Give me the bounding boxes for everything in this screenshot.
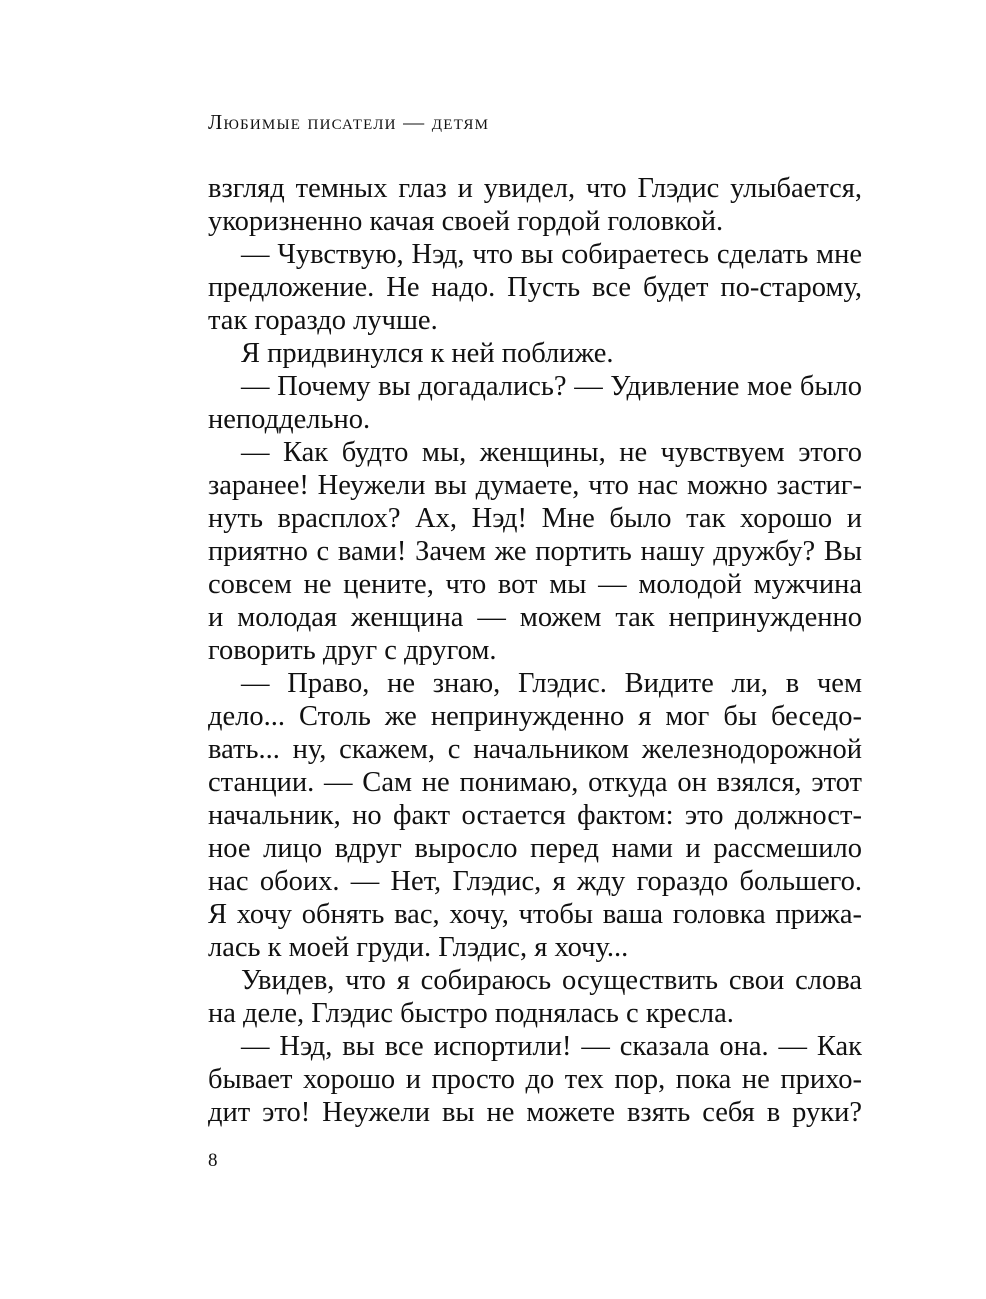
text-line: совсем не цените, что вот мы — молодой мужчина bbox=[208, 569, 862, 600]
text-line: бывает хорошо и просто до тех пор, пока не прихо- bbox=[208, 1064, 862, 1095]
text-line: говорить друг с другом. bbox=[208, 635, 497, 666]
text-line: нуть врасплох? Ах, Нэд! Мне было так хорошо и bbox=[208, 503, 862, 534]
text-line: и молодая женщина — можем так непринужденно bbox=[208, 602, 862, 633]
text-line: вать... ну, скажем, с начальником железнодорожной bbox=[208, 734, 862, 765]
text-line: так гораздо лучше. bbox=[208, 305, 438, 336]
text-line: взгляд темных глаз и увидел, что Глэдис улыбается, bbox=[208, 173, 862, 204]
text-line: укоризненно качая своей гордой головкой. bbox=[208, 206, 724, 237]
text-line: Я хочу обнять вас, хочу, чтобы ваша головка прижа- bbox=[208, 899, 862, 930]
text-line: Я придвинулся к ней поближе. bbox=[241, 338, 614, 369]
body-text bbox=[208, 172, 862, 1129]
text-line: — Как будто мы, женщины, не чувствуем этого bbox=[241, 437, 862, 468]
text-line: ное лицо вдруг выросло перед нами и рассмешило bbox=[208, 833, 862, 864]
text-line: лась к моей груди. Глэдис, я хочу... bbox=[208, 932, 629, 963]
text-line: начальник, но факт остается фактом: это должност- bbox=[208, 800, 862, 831]
text-line: предложение. Не надо. Пусть все будет по-старому, bbox=[208, 272, 862, 303]
running-header: Любимые писатели — детям bbox=[208, 110, 490, 134]
text-line: — Нэд, вы все испортили! — сказала она. — Как bbox=[241, 1031, 862, 1062]
text-line: приятно с вами! Зачем же портить нашу дружбу? Вы bbox=[208, 536, 862, 567]
text-line: нас обоих. — Нет, Глэдис, я жду гораздо большего. bbox=[208, 866, 862, 897]
text-line: дит это! Неужели вы не можете взять себя в руки? bbox=[208, 1097, 862, 1128]
text-line: станции. — Сам не понимаю, откуда он взялся, этот bbox=[208, 767, 862, 798]
text-line: дело... Столь же непринужденно я мог бы беседо- bbox=[208, 701, 862, 732]
text-line: — Почему вы догадались? — Удивление мое было bbox=[241, 371, 862, 402]
page-number: 8 bbox=[208, 1150, 218, 1171]
text-line: — Право, не знаю, Глэдис. Видите ли, в чем bbox=[241, 668, 862, 699]
text-line: неподдельно. bbox=[208, 404, 371, 435]
text-line: на деле, Глэдис быстро поднялась с кресла. bbox=[208, 998, 734, 1029]
text-line: — Чувствую, Нэд, что вы собираетесь сделать мне bbox=[241, 239, 862, 270]
text-line: заранее! Неужели вы думаете, что нас можно застиг- bbox=[208, 470, 862, 501]
text-line: Увидев, что я собираюсь осуществить свои слова bbox=[241, 965, 862, 996]
